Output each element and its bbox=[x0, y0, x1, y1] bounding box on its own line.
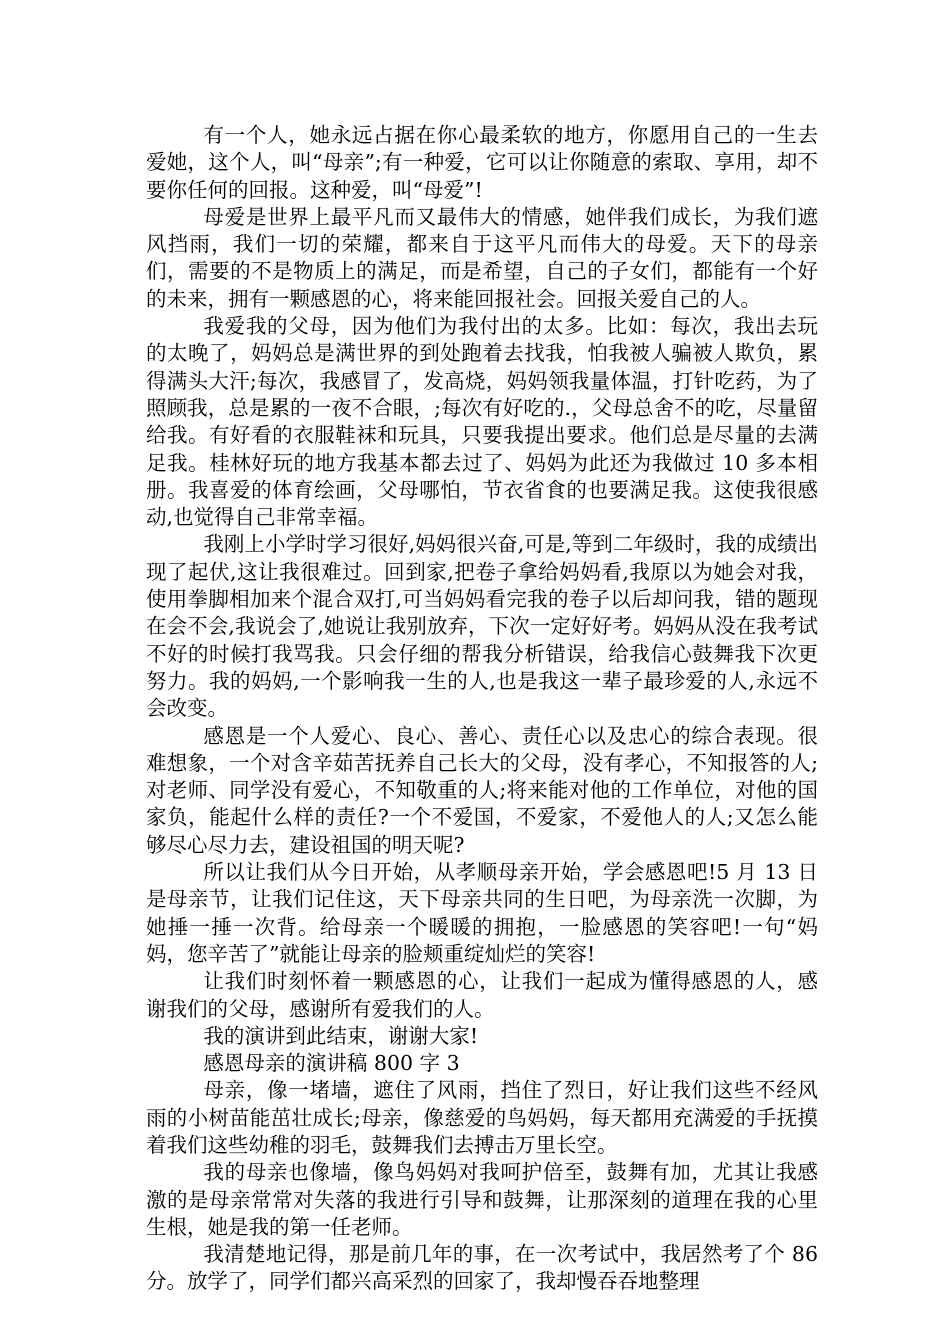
document-body bbox=[146, 122, 818, 1296]
paragraph: 所以让我们从今日开始，从孝顺母亲开始，学会感恩吧!5 月 13 日是母亲节，让我们记住这，天下母亲共同的生日吧，为母亲洗一次脚，为她捶一捶一次背。给母亲一个暖暖的拥抱，一脸感恩的笑容吧!一句“妈妈，您辛苦了”就能让母亲的脸颊重绽灿烂的笑容! bbox=[146, 860, 818, 966]
paragraph: 母亲，像一堵墙，遮住了风雨，挡住了烈日，好让我们这些不经风雨的小树苗能茁壮成长;母亲，像慈爱的鸟妈妈，每天都用充满爱的手抚摸着我们这些幼稚的羽毛，鼓舞我们去搏击万里长空。 bbox=[146, 1078, 818, 1157]
paragraph: 有一个人，她永远占据在你心最柔软的地方，你愿用自己的一生去爱她，这个人，叫“母亲”;有一种爱，它可以让你随意的索取、享用，却不要你任何的回报。这种爱，叫“母爱”! bbox=[146, 123, 818, 202]
section-heading: 感恩母亲的演讲稿 800 字 3 bbox=[203, 1051, 460, 1076]
paragraph: 母爱是世界上最平凡而又最伟大的情感，她伴我们成长，为我们遮风挡雨，我们一切的荣耀，都来自于这平凡而伟大的母爱。天下的母亲们，需要的不是物质上的满足，而是希望，自己的子女们，都能有一个好的未来，拥有一颗感恩的心，将来能回报社会。回报关爱自己的人。 bbox=[146, 204, 818, 311]
paragraph: 感恩是一个人爱心、良心、善心、责任心以及忠心的综合表现。很难想象，一个对含辛茹苦抚养自己长大的父母，没有孝心，不知报答的人;对老师、同学没有爱心，不知敬重的人;将来能对他的工作单位，对他的国家负，能起什么样的责任?一个不爱国，不爱家，不爱他人的人;又怎么能够尽心尽力去，建设祖国的明天呢? bbox=[146, 723, 818, 857]
paragraph: 我的演讲到此结束，谢谢大家! bbox=[203, 1023, 479, 1048]
paragraph: 让我们时刻怀着一颗感恩的心，让我们一起成为懂得感恩的人，感谢我们的父母，感谢所有爱我们的人。 bbox=[146, 969, 818, 1021]
paragraph: 我的母亲也像墙，像鸟妈妈对我呵护倍至，鼓舞有加，尤其让我感激的是母亲常常对失落的我进行引导和鼓舞，让那深刻的道理在我的心里生根，她是我的第一任老师。 bbox=[146, 1160, 818, 1239]
paragraph: 我刚上小学时学习很好,妈妈很兴奋,可是,等到二年级时，我的成绩出现了起伏,这让我很难过。回到家,把卷子拿给妈妈看,我原以为她会对我，使用拳脚相加来个混合双打,可当妈妈看完我的卷子以后却问我，错的题现在会不会,我说会了,她说让我别放弃，下次一定好好考。妈妈从没在我考试不好的时候打我骂我。只会仔细的帮我分析错误，给我信心鼓舞我下次更努力。我的妈妈,一个影响我一生的人,也是我这一辈子最珍爱的人,永远不会改变。 bbox=[146, 532, 818, 721]
paragraph: 我清楚地记得，那是前几年的事，在一次考试中，我居然考了个 86 分。放学了，同学们都兴高采烈的回家了，我却慢吞吞地整理 bbox=[146, 1242, 818, 1294]
paragraph: 我爱我的父母，因为他们为我付出的太多。比如：每次，我出去玩的太晚了，妈妈总是满世界的到处跑着去找我，怕我被人骗被人欺负，累得满头大汗;每次，我感冒了，发高烧，妈妈领我量体温，打针吃药，为了照顾我，总是累的一夜不合眼，;每次有好吃的.，父母总舍不的吃，尽量留给我。有好看的衣服鞋袜和玩具，只要我提出要求。他们总是尽量的去满足我。桂林好玩的地方我基本都去过了、妈妈为此还为我做过 10 多本相册。我喜爱的体育绘画，父母哪怕，节衣省食的也要满足我。这使我很感动,也觉得自己非常幸福。 bbox=[146, 314, 818, 530]
